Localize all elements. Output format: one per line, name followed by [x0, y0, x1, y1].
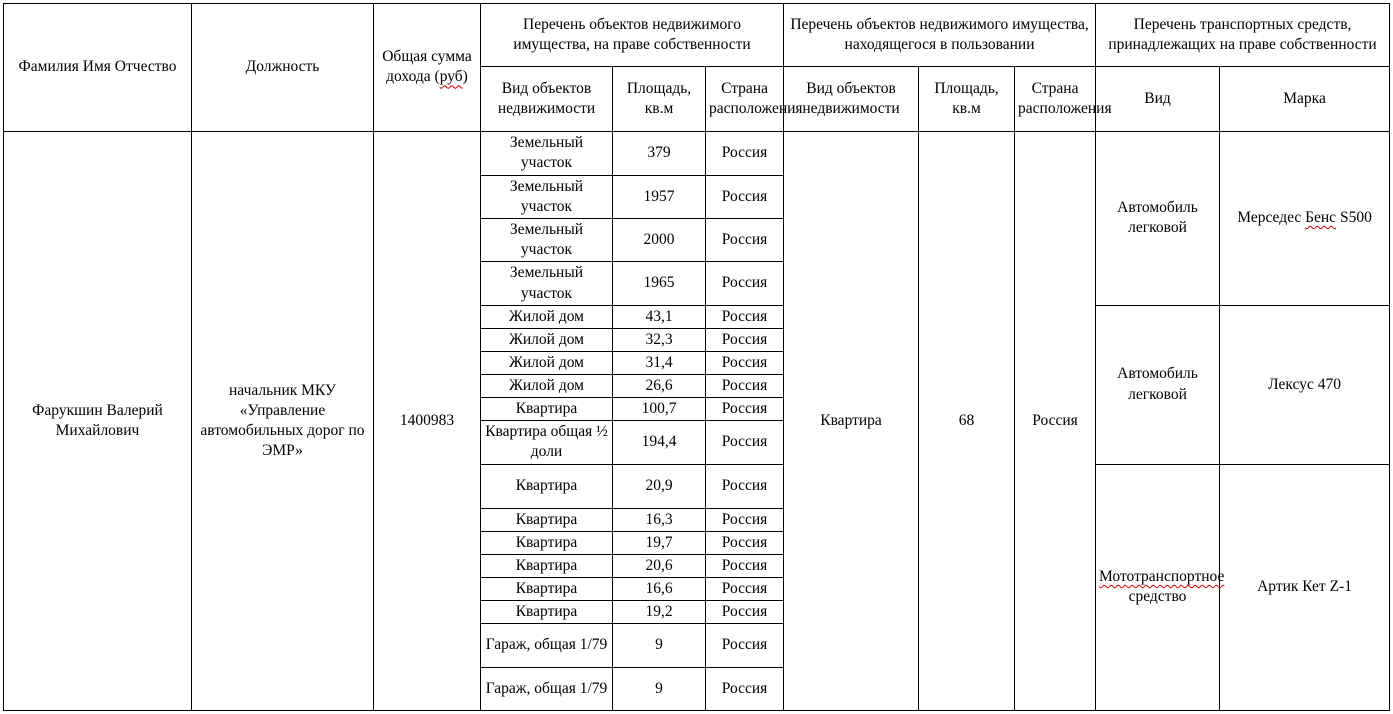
owned-area: 19,2 [613, 601, 706, 624]
header-owned-group: Перечень объектов недвижимого имущества, на праве собственности [481, 4, 784, 67]
header-fio: Фамилия Имя Отчество [4, 4, 192, 132]
owned-area: 20,9 [613, 464, 706, 508]
owned-type: Гараж, общая 1/79 [481, 667, 613, 710]
owned-area: 379 [613, 131, 706, 175]
owned-area: 100,7 [613, 398, 706, 421]
vehicle-type: Автомобиль легковой [1096, 305, 1220, 464]
owned-type: Жилой дом [481, 351, 613, 374]
owned-country: Россия [706, 398, 784, 421]
owned-type: Квартира [481, 464, 613, 508]
owned-area: 20,6 [613, 555, 706, 578]
owned-area: 31,4 [613, 351, 706, 374]
header-vehicle-brand: Марка [1220, 67, 1390, 131]
owned-type: Земельный участок [481, 219, 613, 262]
header-position: Должность [192, 4, 374, 132]
used-country: Россия [1015, 131, 1096, 710]
header-used-country: Страна расположения [1015, 67, 1096, 131]
owned-country: Россия [706, 131, 784, 175]
person-income: 1400983 [374, 131, 481, 710]
owned-country: Россия [706, 555, 784, 578]
vehicle-brand: Лексус 470 [1220, 305, 1390, 464]
header-income: Общая сумма дохода (руб) [374, 4, 481, 132]
header-row-1 [4, 4, 1390, 67]
owned-country: Россия [706, 464, 784, 508]
owned-country: Россия [706, 219, 784, 262]
owned-area: 19,7 [613, 531, 706, 554]
owned-type: Земельный участок [481, 175, 613, 218]
owned-area: 1965 [613, 262, 706, 305]
header-owned-type: Вид объектов недвижимости [481, 67, 613, 131]
owned-type: Земельный участок [481, 131, 613, 175]
owned-type: Гараж, общая 1/79 [481, 624, 613, 667]
owned-type: Жилой дом [481, 305, 613, 328]
owned-area: 43,1 [613, 305, 706, 328]
header-used-type: Вид объектов недвижимости [784, 67, 919, 131]
owned-country: Россия [706, 531, 784, 554]
owned-country: Россия [706, 305, 784, 328]
used-type: Квартира [784, 131, 919, 710]
owned-type: Квартира [481, 555, 613, 578]
header-used-area: Площадь, кв.м [919, 67, 1015, 131]
header-vehicle-type: Вид [1096, 67, 1220, 131]
owned-area: 26,6 [613, 375, 706, 398]
owned-country: Россия [706, 328, 784, 351]
owned-area: 1957 [613, 175, 706, 218]
owned-country: Россия [706, 508, 784, 531]
owned-country: Россия [706, 624, 784, 667]
owned-area: 32,3 [613, 328, 706, 351]
owned-country: Россия [706, 351, 784, 374]
owned-country: Россия [706, 175, 784, 218]
owned-type: Квартира [481, 601, 613, 624]
person-position: начальник МКУ «Управление автомобильных дорог по ЭМР» [192, 131, 374, 710]
owned-type: Жилой дом [481, 328, 613, 351]
owned-area: 9 [613, 667, 706, 710]
owned-area: 2000 [613, 219, 706, 262]
vehicle-type: Мототранспортное средство [1096, 464, 1220, 710]
used-area: 68 [919, 131, 1015, 710]
owned-type: Квартира [481, 398, 613, 421]
owned-area: 194,4 [613, 421, 706, 464]
header-vehicles-group: Перечень транспортных средств, принадлежащих на праве собственности [1096, 4, 1390, 67]
owned-country: Россия [706, 262, 784, 305]
owned-country: Россия [706, 421, 784, 464]
header-owned-area: Площадь, кв.м [613, 67, 706, 131]
owned-type: Жилой дом [481, 375, 613, 398]
owned-country: Россия [706, 375, 784, 398]
vehicle-brand: Артик Кет Z-1 [1220, 464, 1390, 710]
owned-type: Земельный участок [481, 262, 613, 305]
owned-country: Россия [706, 578, 784, 601]
owned-type: Квартира [481, 531, 613, 554]
owned-country: Россия [706, 601, 784, 624]
owned-country: Россия [706, 667, 784, 710]
vehicle-type: Автомобиль легковой [1096, 131, 1220, 305]
owned-type: Квартира [481, 578, 613, 601]
table-row [4, 131, 1390, 175]
owned-area: 16,3 [613, 508, 706, 531]
owned-area: 16,6 [613, 578, 706, 601]
owned-type: Квартира общая ½ доли [481, 421, 613, 464]
header-used-group: Перечень объектов недвижимого имущества, находящегося в пользовании [784, 4, 1096, 67]
header-owned-country: Страна расположения [706, 67, 784, 131]
person-fio: Фарукшин Валерий Михайлович [4, 131, 192, 710]
income-declaration-table [3, 3, 1390, 711]
vehicle-brand: Мерседес Бенс S500 [1220, 131, 1390, 305]
owned-type: Квартира [481, 508, 613, 531]
owned-area: 9 [613, 624, 706, 667]
